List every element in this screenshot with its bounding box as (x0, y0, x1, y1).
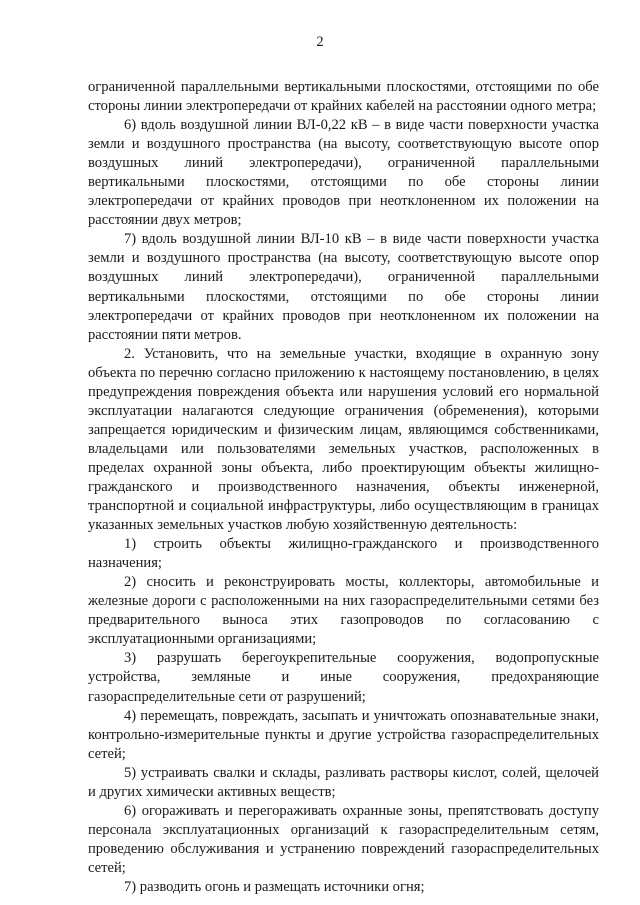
restriction-item-6: 6) огораживать и перегораживать охранные зоны, препятствовать доступу персонала эксплуатационных организаций к газораспределительным сетям, проведению обслуживания и устранению повреждений газораспределительных сетей; (88, 802, 599, 876)
paragraph-clause-2: 2. Установить, что на земельные участки, входящие в охранную зону объекта по перечню согласно приложению к настоящему постановлению, в целях предупреждения повреждения объекта или нарушения условий его нормальной эксплуатации налагаются следующие ограничения (обременения), которыми запрещается юридическим и физическим лицам, являющимся собственниками, владельцами или пользователями земельных участков, расположенных в пределах охранной зоны объекта, либо проектирующим объекты жилищно-гражданского и производственного назначения, объекты инженерной, транспортной и социальной инфраструктуры, либо осуществляющим в границах указанных земельных участков любую хозяйственную деятельность: (88, 345, 599, 534)
restriction-item-2: 2) сносить и реконструировать мосты, коллекторы, автомобильные и железные дороги с расположенными на них газораспределительными сетями без предварительного выноса этих газопроводов по согласованию с эксплуатационными организациями; (88, 574, 599, 648)
restriction-item-1: 1) строить объекты жилищно-гражданского и производственного назначения; (88, 536, 599, 572)
page-number: 2 (316, 34, 324, 50)
paragraph-item-6-vl-022: 6) вдоль воздушной линии ВЛ-0,22 кВ – в виде части поверхности участка земли и воздушного пространства (на высоту, соответствующую высоте опор воздушных линий электропередачи), ограниченной параллельными вертикальными плоскостями, отстоящими по обе стороны линии электропередачи от крайних проводов при неотклоненном их положении на расстоянии двух метров; (88, 117, 599, 229)
restriction-item-4: 4) перемещать, повреждать, засыпать и уничтожать опознавательные знаки, контрольно-измерительные пункты и другие устройства газораспределительных сетей; (88, 707, 599, 762)
restriction-item-3: 3) разрушать берегоукрепительные сооружения, водопропускные устройства, земляные и иные сооружения, предохраняющие газораспределительные сети от разрушений; (88, 650, 599, 705)
restriction-item-7: 7) разводить огонь и размещать источники огня; (124, 878, 425, 895)
paragraph-item-7-vl-10: 7) вдоль воздушной линии ВЛ-10 кВ – в виде части поверхности участка земли и воздушного пространства (на высоту, соответствующую высоте опор воздушных линий электропередачи), ограниченной параллельными вертикальными плоскостями, отстоящими по обе стороны линии электропередачи от крайних проводов при неотклоненном их положении на расстоянии пяти метров. (88, 231, 599, 343)
restriction-item-5: 5) устраивать свалки и склады, разливать растворы кислот, солей, щелочей и других химически активных веществ; (88, 764, 599, 800)
body-text (88, 78, 599, 897)
paragraph-continuation: ограниченной параллельными вертикальными плоскостями, отстоящими по обе стороны линии электропередачи от крайних кабелей на расстоянии одного метра; (88, 79, 599, 115)
